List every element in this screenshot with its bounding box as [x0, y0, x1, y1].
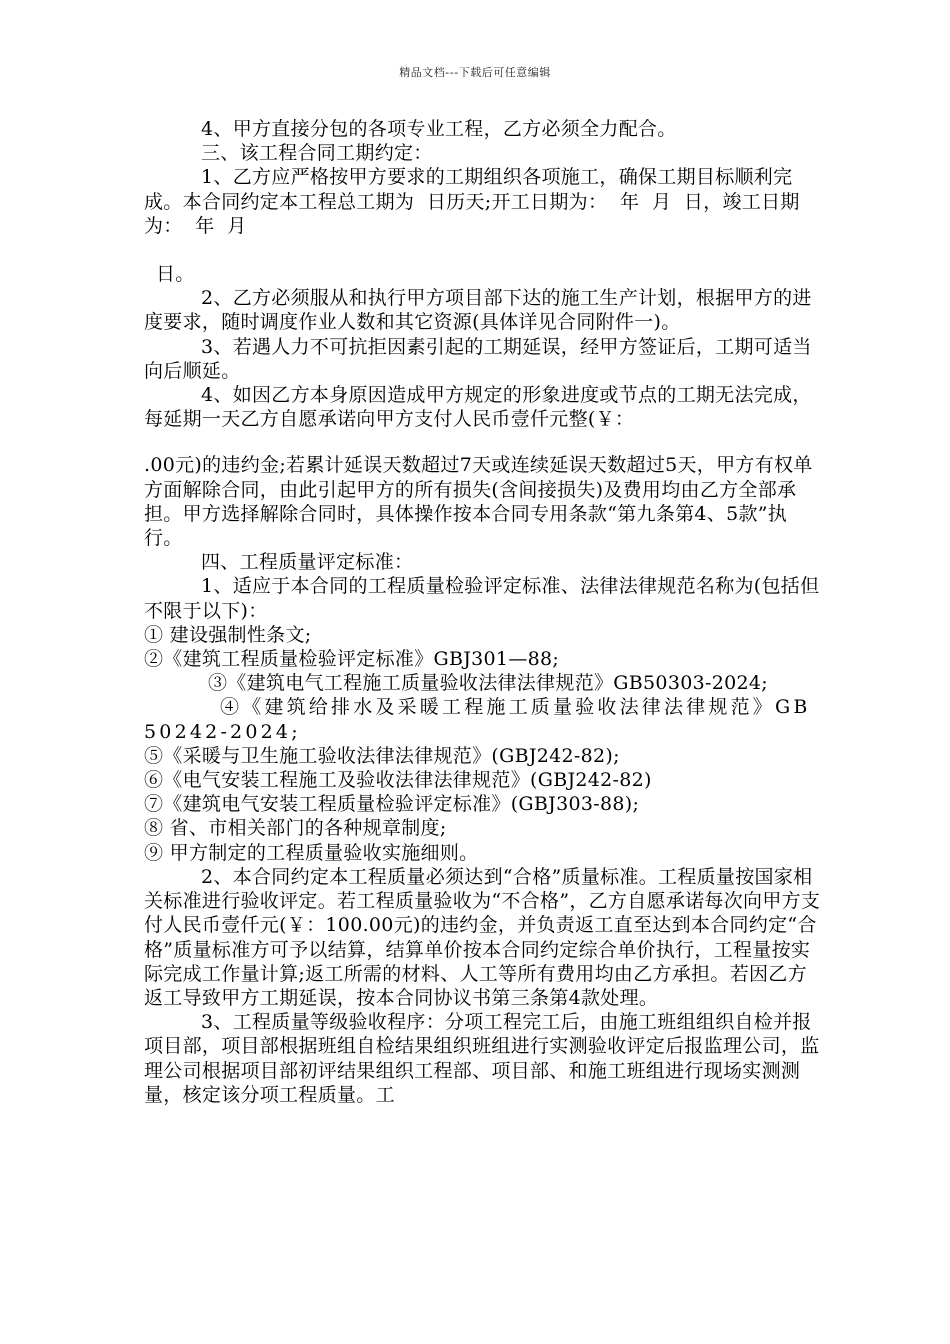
- paragraph-schedule-1-end: 日。: [156, 263, 195, 286]
- document-body: [144, 117, 824, 1107]
- list-item-standard-2: ②《建筑工程质量检验评定标准》GBJ301—88;: [144, 648, 560, 671]
- paragraph-quality-3: 3、工程质量等级验收程序：分项工程完工后，由施工班组组织自检并报项目部，项目部根据班组自检结果组织班组进行实测验收评定后报监理公司，监理公司根据项目部初评结果组织工程部、项目部、和施工班组进行现场实测测量，核定该分项工程质量。工: [144, 1011, 820, 1106]
- list-item-standard-3: ③《建筑电气工程施工质量验收法律法律规范》GB50303-2024;: [208, 672, 768, 695]
- list-item-standard-1: ① 建设强制性条文;: [144, 623, 312, 646]
- paragraph-schedule-3: 3、若遇人力不可抗拒因素引起的工期延误，经甲方签证后，工期可适当向后顺延。: [144, 335, 812, 382]
- section-heading-quality: 四、工程质量评定标准：: [201, 551, 414, 574]
- list-item-standard-9: ⑨ 甲方制定的工程质量验收实施细则。: [144, 841, 479, 864]
- list-item-standard-7: ⑦《建筑电气安装工程质量检验评定标准》(GBJ303-88);: [144, 793, 640, 816]
- paragraph-subcontract-cooperation: 4、甲方直接分包的各项专业工程，乙方必须全力配合。: [201, 118, 677, 140]
- section-heading-schedule: 三、该工程合同工期约定：: [201, 142, 433, 165]
- list-item-standard-8: ⑧ 省、市相关部门的各种规章制度;: [144, 817, 447, 840]
- paragraph-quality-1: 1、适应于本合同的工程质量检验评定标准、法律法律规范名称为(包括但不限于以下)：: [144, 575, 820, 622]
- list-item-standard-6: ⑥《电气安装工程施工及验收法律法律规范》(GBJ242-82): [144, 769, 652, 792]
- paragraph-quality-2: 2、本合同约定本工程质量必须达到“合格”质量标准。工程质量按国家相关标准进行验收评定。若工程质量验收为“不合格”，乙方自愿承诺每次向甲方支付人民币壹仟元(￥：100.00元)的违约金，并负责返工直至达到本合同约定“合格”质量标准方可予以结算，结算单价按本合同约定综合单价执行，工程量按实际完成工作量计算;返工所需的材料、人工等所有费用均由乙方承担。若因乙方返工导致甲方工期延误，按本合同协议书第三条第4款处理。: [144, 865, 821, 1009]
- list-item-standard-4: ④《建筑给排水及采暖工程施工质量验收法律法律规范》GB50242-2024;: [144, 696, 811, 743]
- list-item-standard-5: ⑤《采暖与卫生施工验收法律法律规范》(GBJ242-82);: [144, 744, 620, 767]
- paragraph-schedule-4: 4、如因乙方本身原因造成甲方规定的形象进度或节点的工期无法完成，每延期一天乙方自愿承诺向甲方支付人民币壹仟元整(￥：: [144, 384, 812, 431]
- paragraph-schedule-2: 2、乙方必须服从和执行甲方项目部下达的施工生产计划，根据甲方的进度要求，随时调度作业人数和其它资源(具体详见合同附件一)。: [144, 287, 812, 334]
- page-header: 精品文档---下载后可任意编辑: [399, 66, 551, 79]
- paragraph-schedule-4-cont: .00元)的违约金;若累计延误天数超过7天或连续延误天数超过5天，甲方有权单方面解除合同，由此引起甲方的所有损失(含间接损失)及费用均由乙方全部承担。甲方选择解除合同时，具体操作按本合同专用条款“第九条第4、5款”执行。: [144, 454, 813, 550]
- paragraph-schedule-1: 1、乙方应严格按甲方要求的工期组织各项施工，确保工期目标顺利完成。本合同约定本工程总工期为 日历天;开工日期为： 年 月 日，竣工日期为： 年 月: [144, 166, 800, 237]
